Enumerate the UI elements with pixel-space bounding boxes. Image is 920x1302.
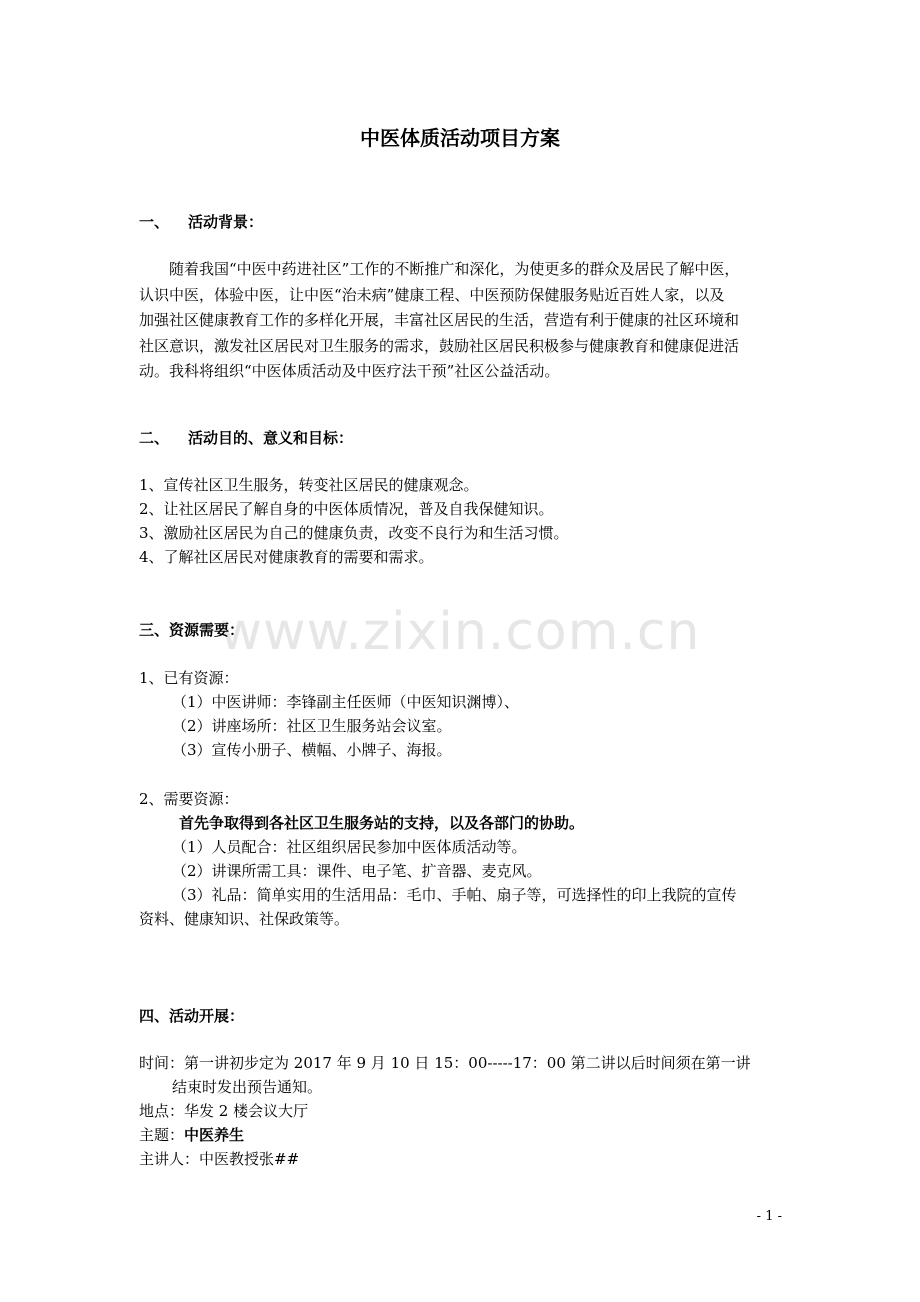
list-item: （1）中医讲师：李锋副主任医师（中医知识渊博）、 — [172, 693, 520, 711]
section-1-heading — [139, 212, 263, 232]
page-number: - 1 - — [756, 1209, 782, 1224]
theme-label: 主题： — [139, 1126, 185, 1144]
paragraph-line: 加强社区健康教育工作的多样化开展，丰富社区居民的生活，营造有利于健康的社区环境和 — [139, 311, 740, 330]
list-item: 4、了解社区居民对健康教育的需要和需求。 — [139, 548, 434, 566]
section-2-title: 活动目的、意义和目标： — [188, 429, 354, 447]
list-item: （3）礼品：简单实用的生活用品：毛巾、手帕、扇子等，可选择性的印上我院的宣传 — [172, 886, 737, 904]
time-value: 第一讲初步定为 2017 年 9 月 10 日 15：00-----17：00 第二讲以后时间须在第一讲 — [184, 1054, 751, 1072]
section-1-title: 活动背景： — [188, 213, 264, 231]
needed-resources-label: 2、需要资源： — [139, 790, 239, 808]
list-item: 3、激励社区居民为自己的健康负责，改变不良行为和生活习惯。 — [139, 524, 569, 542]
time-label: 时间： — [139, 1054, 185, 1072]
needed-resources-emphasis: 首先争取得到各社区卫生服务站的支持，以及各部门的协助。 — [179, 814, 585, 832]
theme-value: 中医养生 — [184, 1126, 245, 1144]
section-1-paragraph — [139, 257, 782, 385]
list-item-continuation: 资料、健康知识、社保政策等。 — [139, 910, 350, 928]
section-4-heading: 四、活动开展： — [139, 1007, 245, 1025]
paragraph-line: 认识中医，体验中医，让中医“治未病”健康工程、中医预防保健服务贴近百姓人家，以及 — [139, 285, 725, 304]
place-row — [139, 1101, 308, 1121]
list-item: 1、宣传社区卫生服务，转变社区居民的健康观念。 — [139, 476, 479, 494]
list-item: （2）讲座场所：社区卫生服务站会议室。 — [172, 717, 452, 735]
speaker-label: 主讲人： — [139, 1150, 200, 1168]
section-2-heading — [139, 428, 353, 448]
list-item: （3）宣传小册子、横幅、小牌子、海报。 — [172, 741, 452, 759]
list-item: （2）讲课所需工具：课件、电子笔、扩音器、麦克风。 — [172, 862, 542, 880]
paragraph-line: 社区意识，激发社区居民对卫生服务的需求，鼓励社区居民积极参与健康教育和健康促进活 — [139, 336, 740, 355]
document-title: 中医体质活动项目方案 — [360, 126, 560, 150]
paragraph-line: 动。我科将组织“中医体质活动及中医疗法干预”社区公益活动。 — [139, 362, 560, 381]
list-item: 2、让社区居民了解自身的中医体质情况，普及自我保健知识。 — [139, 500, 554, 518]
paragraph-line: 随着我国“中医中药进社区”工作的不断推广和深化，为使更多的群众及居民了解中医， — [169, 260, 740, 278]
watermark: www.zixin.com.cn — [219, 602, 701, 662]
section-3-heading: 三、资源需要： — [139, 621, 245, 639]
time-row — [139, 1053, 751, 1073]
list-item: （1）人员配合：社区组织居民参加中医体质活动等。 — [172, 838, 527, 856]
place-label: 地点： — [139, 1102, 185, 1120]
existing-resources-label: 1、已有资源： — [139, 669, 239, 687]
speaker-value: 中医教授张## — [199, 1150, 300, 1168]
theme-row — [139, 1125, 244, 1145]
speaker-row — [139, 1149, 299, 1169]
place-value: 华发 2 楼会议大厅 — [184, 1102, 309, 1120]
section-2-number: 二、 — [139, 429, 170, 447]
time-value-continuation: 结束时发出预告通知。 — [172, 1078, 323, 1096]
section-1-number: 一、 — [139, 213, 170, 231]
